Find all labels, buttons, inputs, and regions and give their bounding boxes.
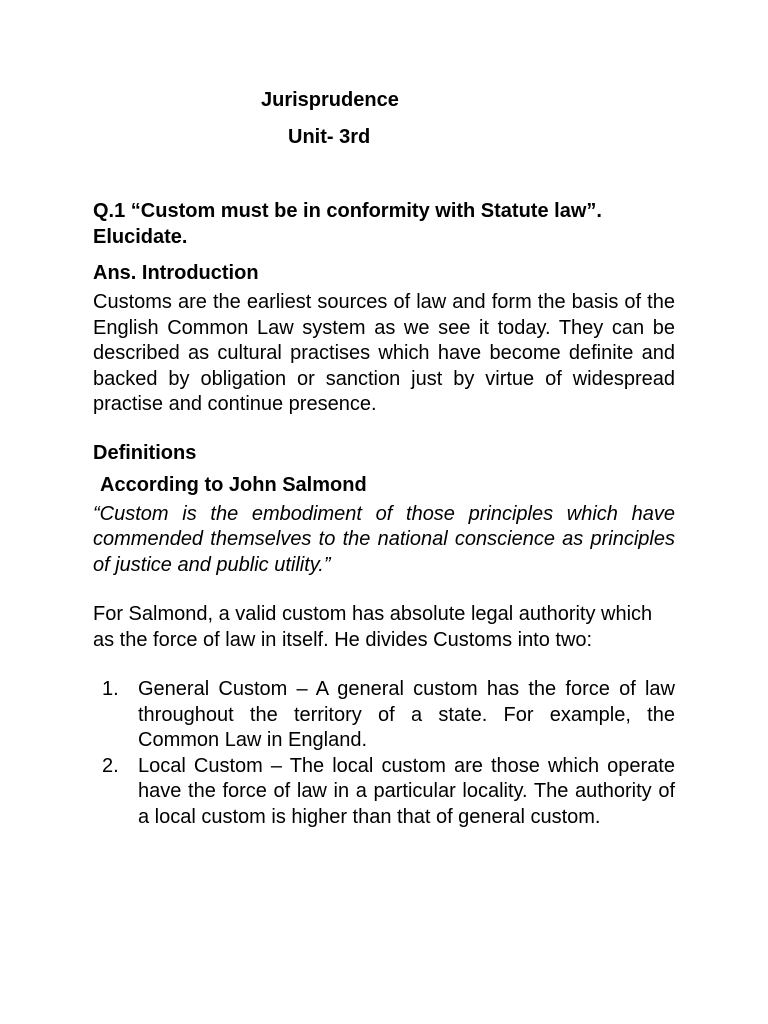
- list-item: [93, 754, 675, 831]
- salmond-paragraph: For Salmond, a valid custom has absolute legal authority which as the force of law in itself. He divides Customs into two:: [93, 603, 653, 651]
- custom-types-list: [93, 677, 675, 830]
- salmond-quote: “Custom is the embodiment of those principles which have commended themselves to the national conscience as principles of justice and public utility.”: [93, 502, 675, 576]
- document-unit: Unit- 3rd: [288, 126, 371, 148]
- list-item-number: 1.: [102, 678, 119, 700]
- answer-heading: Ans. Introduction: [93, 262, 259, 284]
- document-body: [93, 198, 675, 830]
- question-text: Q.1 “Custom must be in conformity with Statute law”. Elucidate.: [93, 200, 602, 248]
- introduction-paragraph: Customs are the earliest sources of law and form the basis of the English Common Law system as we see it today. They can be described as cultural practises which have become definite and backed by obligation or sanction just by virtue of widespread practise and continue presence.: [93, 291, 675, 415]
- list-item: [93, 677, 675, 754]
- definitions-heading: Definitions: [93, 441, 197, 464]
- list-item-number: 2.: [102, 754, 119, 777]
- list-item-text: General Custom – A general custom has the force of law throughout the territory of a state. For example, the Common Law in England.: [138, 678, 675, 751]
- document-title: Jurisprudence: [261, 89, 399, 111]
- salmond-heading: According to John Salmond: [100, 473, 367, 496]
- list-item-text: Local Custom – The local custom are those which operate have the force of law in a particular locality. The authority of a local custom is higher than that of general custom.: [138, 754, 675, 828]
